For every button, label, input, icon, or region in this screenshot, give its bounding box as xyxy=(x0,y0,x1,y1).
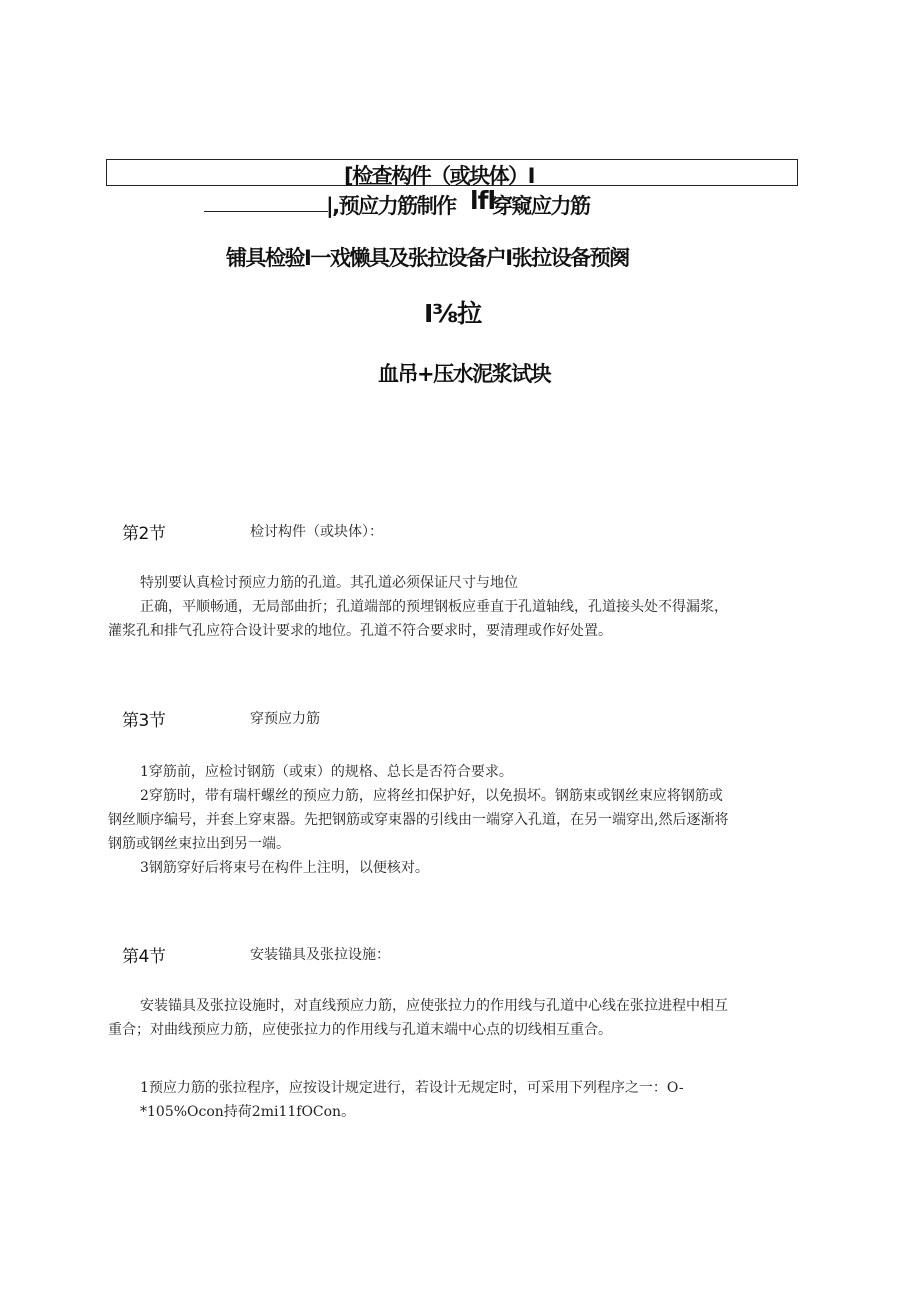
flowchart-row5-text: 血吊+压水泥浆试块 xyxy=(378,362,551,386)
paragraph-line: 3钢筋穿好后将束号在构件上注明，以便核对。 xyxy=(140,860,429,876)
paragraph-line: 特别要认真检讨预应力筋的孔道。其孔道必须保证尺寸与地位 xyxy=(140,575,518,591)
section-number: 第4节 xyxy=(122,947,166,967)
paragraph-line: *105%Ocon持荷2mi11fOCon。 xyxy=(140,1104,356,1120)
flowchart-row2-mid: lfl xyxy=(470,186,496,215)
section-title: 安装锚具及张拉设施： xyxy=(250,947,390,963)
flowchart-row3-text: 铺具检验I一戏懒具及张拉设备户I张拉设备预阕 xyxy=(226,246,629,270)
section-number: 第2节 xyxy=(122,524,166,544)
flowchart-row2-right: 穿窥应力筋 xyxy=(492,194,590,218)
paragraph xyxy=(108,760,798,880)
paragraph-line: 灌浆孔和排气孔应符合设计要求的地位。孔道不符合要求时，要清理或作好处置。 xyxy=(108,623,612,639)
paragraph xyxy=(108,1076,798,1124)
paragraph-line: 1预应力筋的张拉程序，应按设计规定进行，若设计无规定时，可采用下列程序之一：O- xyxy=(140,1080,684,1096)
paragraph-line: 安装锚具及张拉设施时，对直线预应力筋，应使张拉力的作用线与孔道中心线在张拉进程中相互 xyxy=(140,998,728,1014)
paragraph-line: 正确，平顺畅通，无局部曲折；孔道端部的预埋钢板应垂直于孔道轴线，孔道接头处不得漏浆， xyxy=(140,599,728,615)
flowchart-row4-text: I⅜拉 xyxy=(424,299,482,328)
paragraph xyxy=(108,994,798,1042)
flowchart-row2-left: |,预应力筋制作 xyxy=(326,194,456,218)
paragraph-line: 2穿筋时，带有瑞杆螺丝的预应力筋，应将丝扣保护好，以免损坏。钢筋束或钢丝束应将钢筋或 xyxy=(140,788,723,804)
paragraph-line: 钢筋或钢丝束拉出到另一端。 xyxy=(108,836,290,852)
section-title: 检讨构件（或块体）： xyxy=(250,524,383,540)
flowchart-row1-text: [检查构件（或块体）I xyxy=(344,164,534,188)
section-title: 穿预应力筋 xyxy=(250,711,320,727)
paragraph-line: 1穿筋前，应检讨钢筋（或束）的规格、总长是否符合要求。 xyxy=(140,764,513,780)
paragraph-line: 重合；对曲线预应力筋，应使张拉力的作用线与孔道末端中心点的切线相互重合。 xyxy=(108,1022,612,1038)
flowchart-connector-line xyxy=(204,211,328,212)
section-number: 第3节 xyxy=(122,711,166,731)
paragraph-line: 钢丝顺序编号，并套上穿束器。先把钢筋或穿束器的引线由一端穿入孔道，在另一端穿出,然后逐渐将 xyxy=(108,812,729,828)
paragraph xyxy=(108,571,798,643)
